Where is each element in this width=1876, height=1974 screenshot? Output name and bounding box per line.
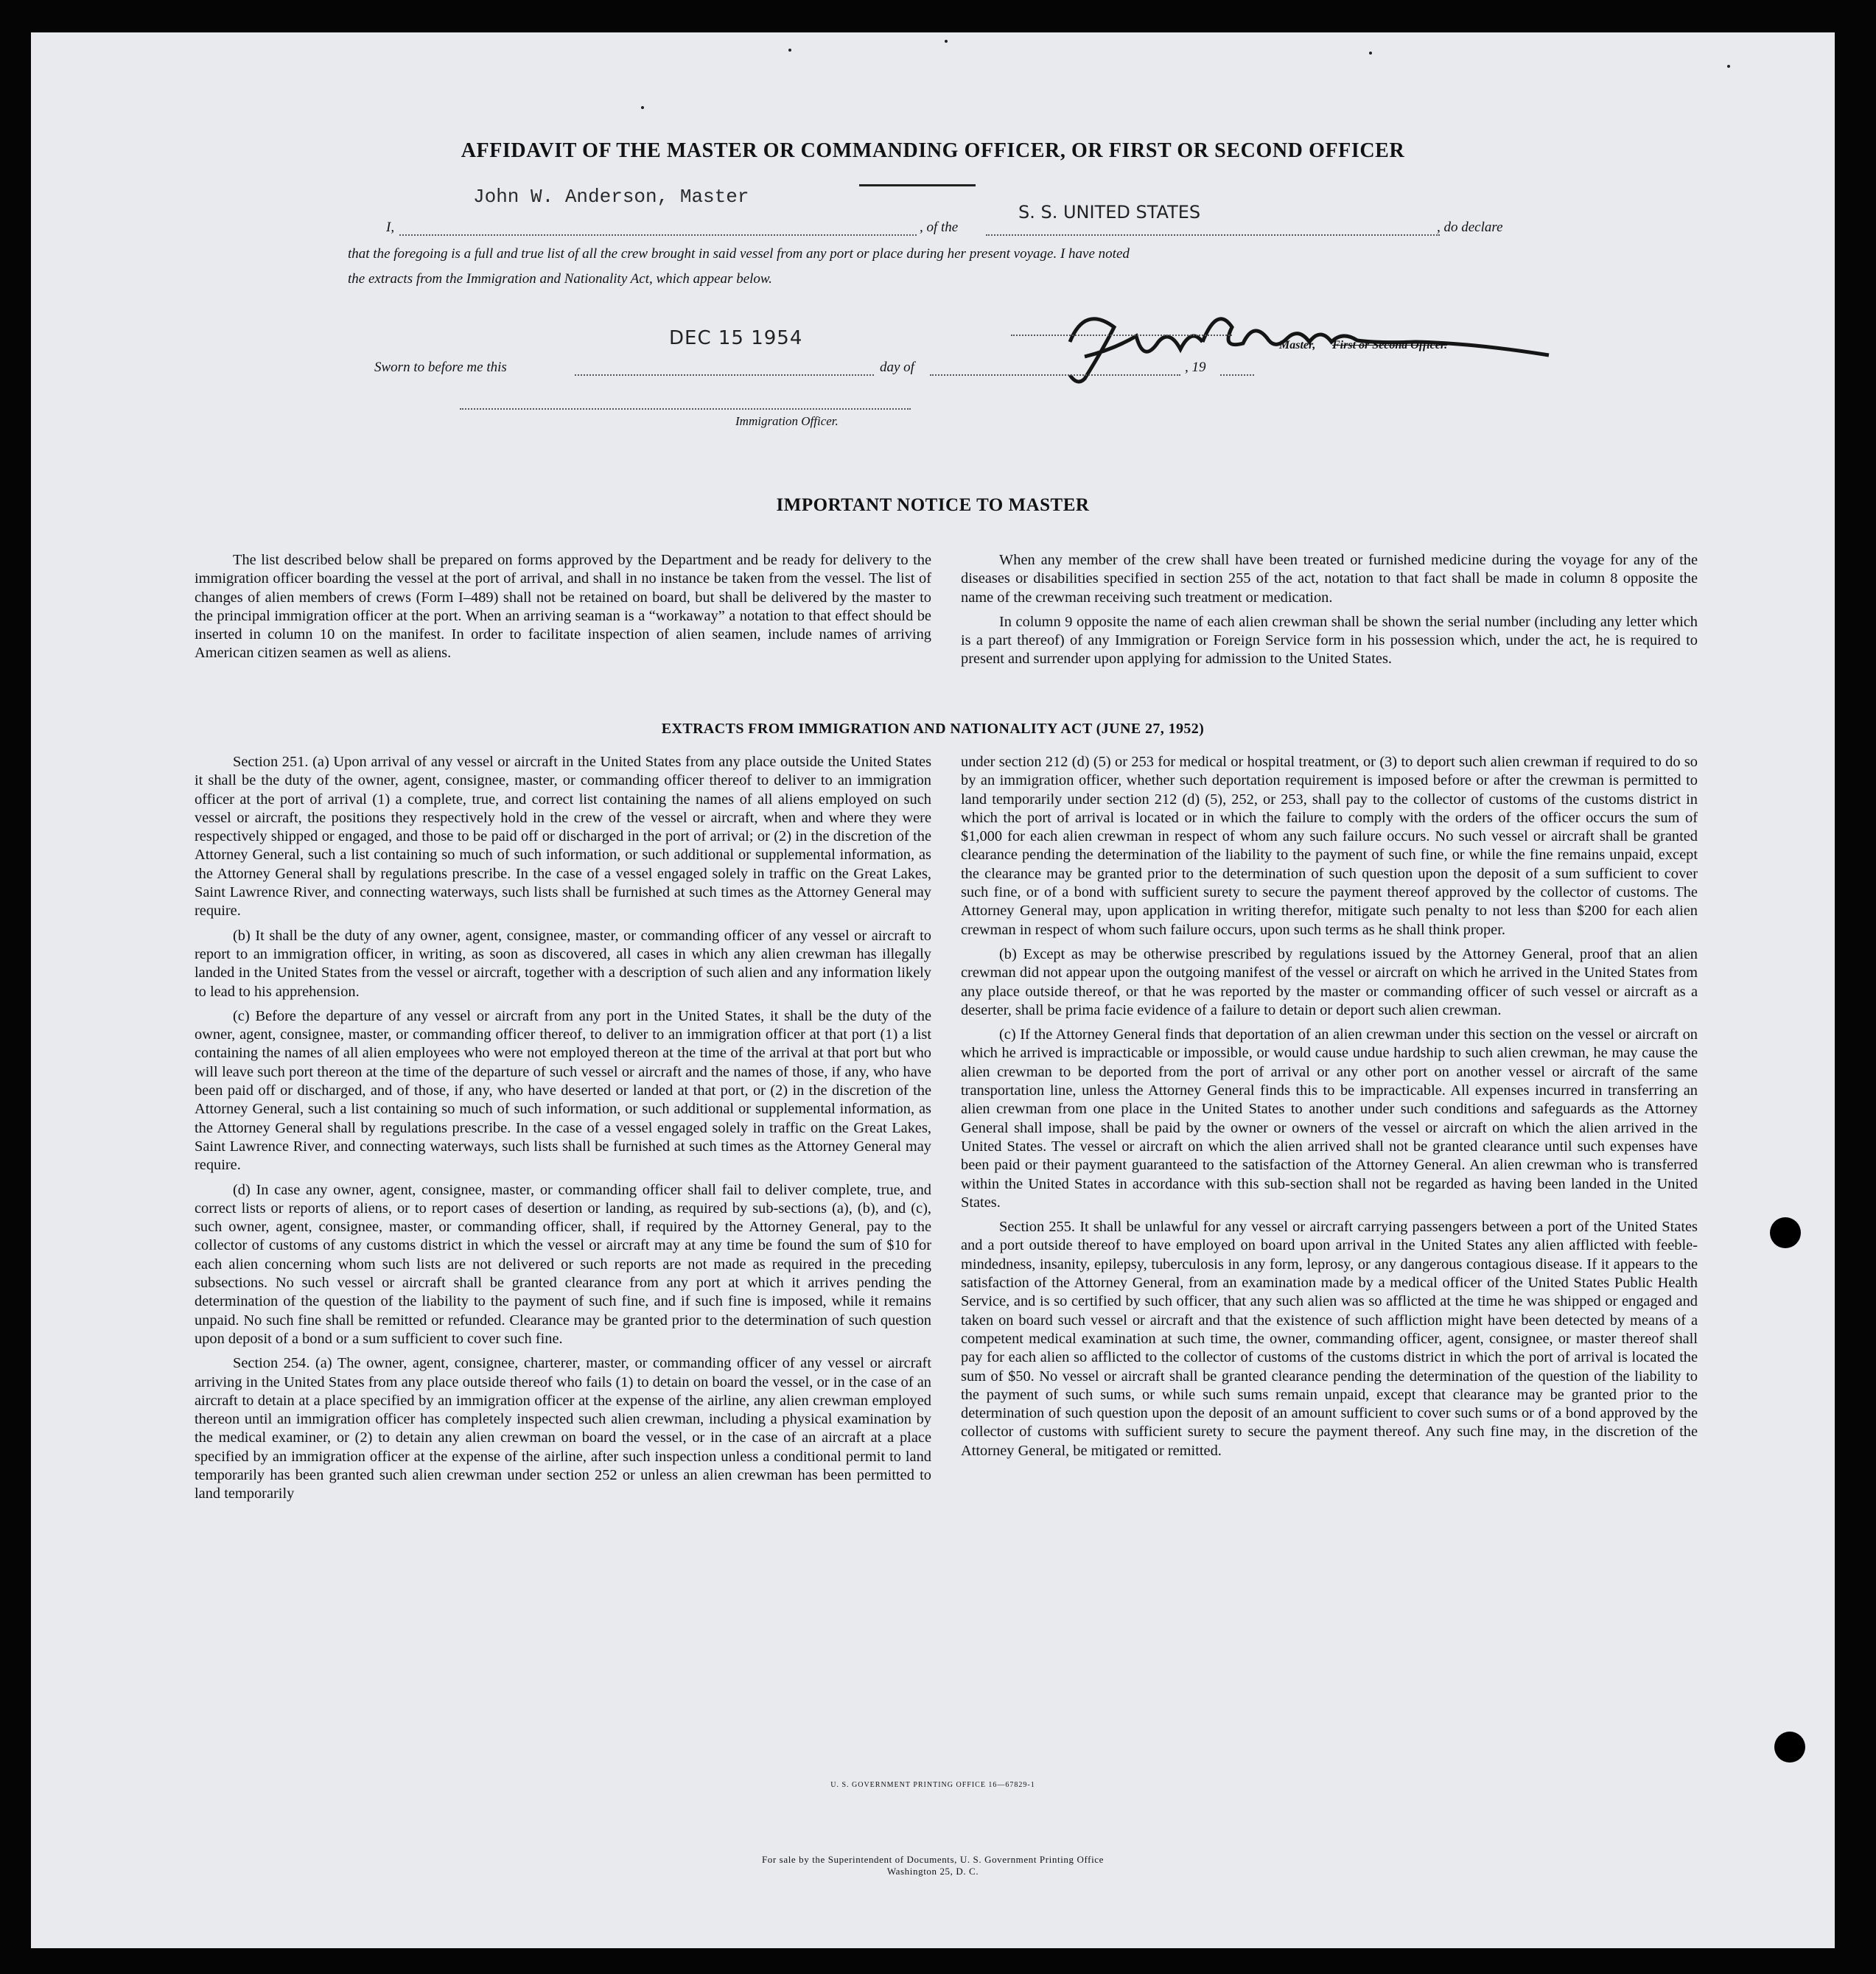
speck xyxy=(1727,65,1730,68)
title-rule xyxy=(859,184,976,186)
struck-officer-label: First or Second Officer. xyxy=(1332,339,1448,351)
section-paragraph: (b) It shall be the duty of any owner, agent, consignee, master, or commanding officer of any vessel or aircraft to report to an immigration officer, in writing, as soon as discovered, all cases in which any alien crewman has illegally landed in the United States from the vessel or aircraft, together with a description of such alien and any information likely to lead to his apprehension. xyxy=(195,927,931,1000)
declaration-line-1: that the foregoing is a full and true list of all the crew brought in said vessel from any port or place during her present voyage. I have noted xyxy=(348,246,1130,262)
immigration-officer-label: Immigration Officer. xyxy=(735,414,839,428)
name-line xyxy=(399,234,917,236)
day-of-label: day of xyxy=(880,360,914,375)
sworn-month-line xyxy=(930,374,1180,376)
notice-title: IMPORTANT NOTICE TO MASTER xyxy=(776,495,1090,515)
speck xyxy=(788,49,791,52)
punch-hole xyxy=(1770,1217,1801,1248)
gpo-imprint: U. S. GOVERNMENT PRINTING OFFICE 16—67829-1 xyxy=(830,1781,1035,1789)
form-sheet xyxy=(31,32,1835,1948)
date-stamp: DEC 15 1954 xyxy=(669,327,803,349)
signature-line xyxy=(1011,335,1232,336)
section-paragraph: (c) If the Attorney General finds that deportation of an alien crewman under this section on the vessel or aircraft on which he arrived is impracticable or impossible, or would cause undue hardship to such alien crewman, he may cause the alien crewman to be deported from the port of arrival or any other port on another vessel or aircraft of the same transportation line, unless the Attorney General finds this to be impracticable. All expenses incurred in transferring an alien crewman from one place in the United States to another under such conditions and safeguards as the Attorney General shall impose, shall be paid by the owner or owners of the vessel or aircraft on which the alien arrived in the United States. The vessel or aircraft on which the alien arrived shall not be granted clearance until such expenses have been paid or their payment guaranteed to the satisfaction of the Attorney General. An alien crewman who is transferred within the United States in accordance with this sub-section shall not be regarded as having been landed in the United States. xyxy=(961,1026,1698,1211)
extracts-left-column xyxy=(195,753,931,1510)
affidavit-title: AFFIDAVIT OF THE MASTER OR COMMANDING OFFICER, OR FIRST OR SECOND OFFICER xyxy=(461,139,1405,162)
speck xyxy=(945,40,948,43)
vessel-name: S. S. UNITED STATES xyxy=(1018,202,1201,223)
i-label: I, xyxy=(386,220,395,235)
notice-paragraph: The list described below shall be prepared on forms approved by the Department and be ready for delivery to the immigration officer boarding the vessel at the port of arrival, and shall in no instance be taken from the vessel. The list of changes of alien members of crews (Form I–489) shall not be retained on board, but shall be delivered by the master to the principal immigration officer at the port. When an arriving seaman is a “workaway” a notation to that effect should be inserted in column 10 on the manifest. In order to facilitate inspection of alien seamen, include names of arriving American citizen seamen as well as aliens. xyxy=(195,552,931,662)
speck xyxy=(641,106,644,109)
typed-name: John W. Anderson, Master xyxy=(473,186,749,208)
notice-left-column xyxy=(195,551,931,669)
extracts-right-column xyxy=(961,753,1698,1466)
section-continuation: under section 212 (d) (5) or 253 for medical or hospital treatment, or (3) to deport such alien crewman if required to do so by an immigration officer, whether such deportation requirement is imposed before or after the crewman is permitted to land temporarily under section 212 (d) (5), 252, or 253, shall pay to the collector of customs of the customs district in which the port of arrival is located or in which the failure to comply with the orders of the officer occurs the sum of $1,000 for each alien crewman in respect of whom any such failure occurs. No such vessel or aircraft shall be granted clearance pending the determination of the liability to the payment of such fine, or while the fine remains unpaid, except the clearance may be granted prior to the determination of such question upon the deposit of a sum sufficient to cover such fine, or of a bond with sufficient surety to secure the payment thereof approved by the collector of customs. The Attorney General may, upon application in writing therefor, mitigate such penalty to not less than $200 for each alien crewman in respect of whom such failure occurs, upon such terms as he shall think proper. xyxy=(961,754,1698,938)
footer-line-1: For sale by the Superintendent of Documents, U. S. Government Printing Office xyxy=(761,1854,1105,1865)
punch-hole xyxy=(1774,1732,1805,1763)
speck xyxy=(1369,52,1372,55)
vessel-line xyxy=(986,234,1440,236)
section-paragraph: (b) Except as may be otherwise prescribed by regulations issued by the Attorney General, proof that an alien crewman did not appear upon the outgoing manifest of the vessel or aircraft on which he arrived in the United States from any place outside thereof, or that he was reported by the master or commanding officer of such vessel or aircraft as a deserter, shall be prima facie evidence of a failure to detain or deport such alien crewman. xyxy=(961,945,1698,1018)
section-paragraph: (c) Before the departure of any vessel or aircraft from any port in the United States, it shall be the duty of the owner, agent, consignee, master, or commanding officer thereof, to deliver to an immigration officer at that port (1) a list containing the names of all alien employees who were not employed thereon at the time of the arrival at that port but who will leave such port thereon at the time of the departure of such vessel or aircraft and the names of those, if any, who have been paid off or discharged, and of those, if any, who have deserted or landed at that port, or (2) in the discretion of the Attorney General, such a list containing so much of such information, or such additional or supplemental information, as the Attorney General shall by regulations prescribe. In the case of a vessel engaged solely in traffic on the Great Lakes, Saint Lawrence River, and connecting waterways, such lists shall be furnished at such times as the Attorney General may require. xyxy=(195,1007,931,1174)
footer xyxy=(31,1854,1835,1877)
section-paragraph: Section 251. (a) Upon arrival of any vessel or aircraft in the United States from any place outside the United States it shall be the duty of the owner, agent, consignee, master, or commanding officer thereof to deliver to an immigration officer at the port of arrival (1) a complete, true, and correct list containing the names of all aliens employed on such vessel or aircraft, the positions they respectively hold in the crew of the vessel or aircraft, when and where they were respectively shipped or engaged, and those to be paid off or discharged in the port of arrival; or (2) in the discretion of the Attorney General, such a list containing so much of such information, or such additional or supplemental information, as the Attorney General shall by regulations prescribe. In the case of a vessel engaged solely in traffic on the Great Lakes, Saint Lawrence River, and connecting waterways, such lists shall be furnished at such times as the Attorney General may require. xyxy=(195,754,931,920)
sworn-day-line xyxy=(575,374,874,376)
do-declare-label: , do declare xyxy=(1437,220,1503,235)
section-paragraph: (d) In case any owner, agent, consignee, master, or commanding officer shall fail to deliver complete, true, and correct lists or reports of aliens, or to report cases of desertion or landing, as required by sub-sections (a), (b), and (c), such owner, agent, consignee, master, or commanding officer, shall, if required by the Attorney General, pay to the collector of customs of any customs district in which the vessel or aircraft may at any time be found the sum of $10 for each alien concerning whom such lists are not delivered or such reports are not made as required in the preceding subsections. No such vessel or aircraft shall be granted clearance from any port at which it arrives pending the determination of the question of the liability to the payment of such fine, and if such fine is imposed, while it remains unpaid. No such fine shall be remitted or refunded. Clearance may be granted prior to the determination of such question upon deposit of a bond or a sum sufficient to cover such fine. xyxy=(195,1181,931,1347)
notice-paragraph: When any member of the crew shall have been treated or furnished medicine during the voyage for any of the diseases or disabilities specified in section 255 of the act, notation to that fact shall be made in column 8 opposite the name of the crewman receiving such treatment or medication. xyxy=(961,552,1698,606)
extracts-title: EXTRACTS FROM IMMIGRATION AND NATIONALITY ACT (JUNE 27, 1952) xyxy=(661,721,1205,737)
section-paragraph: Section 254. (a) The owner, agent, consignee, charterer, master, or commanding officer of any vessel or aircraft arriving in the United States from any place outside thereof who fails (1) to detain on board the vessel, or in the case of an aircraft to detain at a place specified by an immigration officer at the expense of the airline, any alien crewman employed thereon until an immigration officer has completely inspected such alien crewman, including a physical examination by the medical examiner, or (2) to detain any alien crewman on board the vessel, or in the case of an aircraft at a place specified by an immigration officer at the expense of the airline, after such inspection unless a conditional permit to land temporarily has been granted such alien crewman under section 252 or unless an alien crewman has been permitted to land temporarily xyxy=(195,1355,931,1502)
master-label: Master, xyxy=(1279,339,1316,351)
officer-line xyxy=(460,408,911,410)
sworn-label: Sworn to before me this xyxy=(374,360,507,375)
year-label: , 19 xyxy=(1185,360,1206,375)
section-paragraph: Section 255. It shall be unlawful for any vessel or aircraft carrying passengers between a port of the United States and a port outside thereof to have employed on board upon arrival in the United States any alien afflicted with feeble-mindedness, insanity, epilepsy, tuberculosis in any form, leprosy, or any dangerous contagious disease. If it appears to the satisfaction of the Attorney General, from an examination made by a medical officer of the United States Public Health Service, and is so certified by such officer, that any such alien was so afflicted at the time he was shipped or engaged and taken on board such vessel or aircraft and that the existence of such affliction might have been detected by means of a competent medical examination at such time, the owner, commanding officer, agent, consignee, or master thereof shall pay for each alien so afflicted to the collector of customs of the customs district in which the port of arrival is located the sum of $50. No vessel or aircraft shall be granted clearance pending the determination of the question of the liability to the payment of such sums, or while such sums remain unpaid, except that clearance may be granted prior to the determination of such question upon the deposit of an amount sufficient to cover such sums or of a bond approved by the collector of customs with sufficient surety to secure the payment thereof. Any such fine may, in the discretion of the Attorney General, be mitigated or remitted. xyxy=(961,1219,1698,1459)
declaration-line-2: the extracts from the Immigration and Nationality Act, which appear below. xyxy=(348,271,772,287)
notice-right-column xyxy=(961,551,1698,675)
of-the-label: , of the xyxy=(920,220,959,235)
year-line xyxy=(1220,374,1254,376)
notice-paragraph: In column 9 opposite the name of each alien crewman shall be shown the serial number (including any letter which is a part thereof) of any Immigration or Foreign Service form in his possession which, under the act, he is required to present and surrender upon applying for admission to the United States. xyxy=(961,613,1698,668)
footer-line-2: Washington 25, D. C. xyxy=(886,1866,979,1877)
